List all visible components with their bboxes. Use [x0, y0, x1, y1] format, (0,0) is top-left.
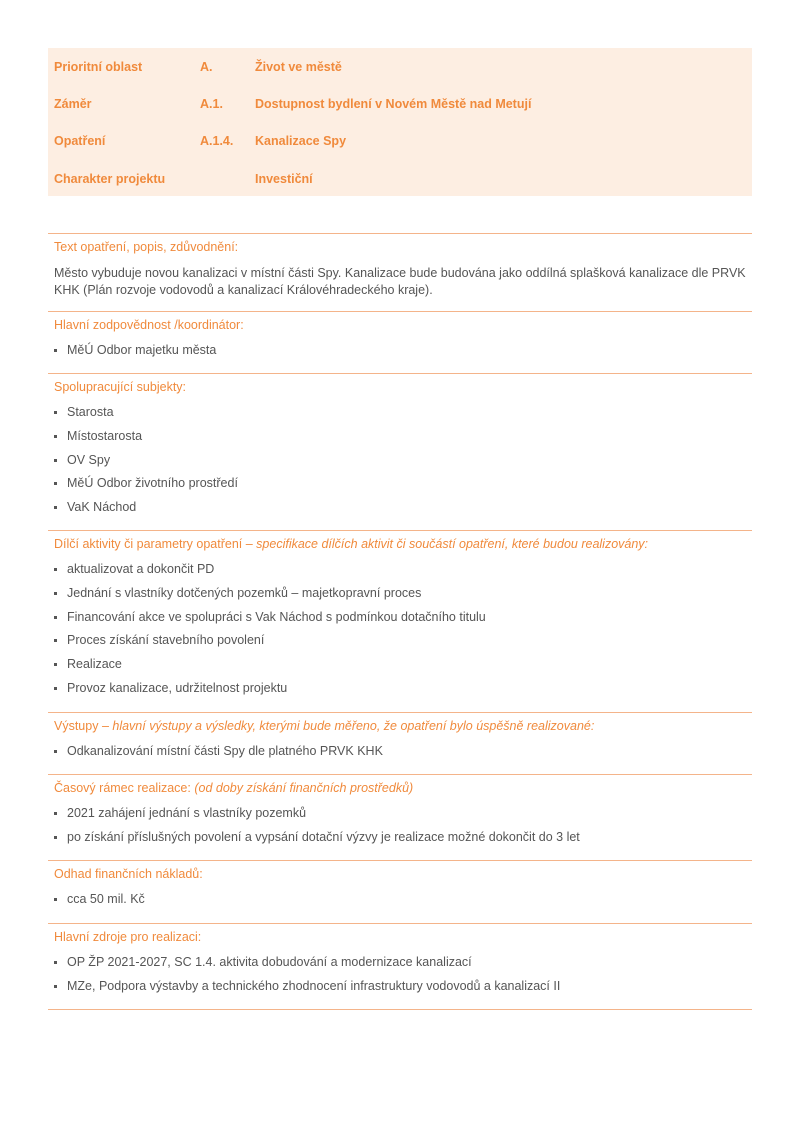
section-body: Město vybuduje novou kanalizaci v místní části Spy. Kanalizace bude budována jako oddílná splašková kanalizace dle PRVK KHK (Plán rozvoje vodovodů a kanalizací Královéhradeckého kraje).: [54, 266, 746, 297]
header-value: Kanalizace Spy: [255, 134, 347, 148]
list-item: Financování akce ve spolupráci s Vak Náchod s podmínkou dotačního titulu: [54, 610, 486, 634]
section-description: [48, 233, 752, 312]
section-title: Hlavní zodpovědnost /koordinátor:: [54, 318, 244, 332]
section-responsibility: [48, 311, 752, 374]
header-code: A.1.4.: [200, 134, 234, 148]
bullet-list: [54, 562, 486, 705]
list-item: Realizace: [54, 657, 486, 681]
header-value: Investiční: [255, 172, 313, 186]
header-label: Prioritní oblast: [54, 60, 143, 74]
bullet-list: [54, 744, 383, 768]
section-title: Hlavní zdroje pro realizaci:: [54, 930, 202, 944]
list-item: Jednání s vlastníky dotčených pozemků – majetkopravní proces: [54, 586, 486, 610]
section-timeframe: [48, 774, 752, 861]
bullet-list: [54, 343, 216, 367]
list-item: Starosta: [54, 405, 238, 429]
bullet-list: [54, 955, 560, 1003]
list-item: OV Spy: [54, 453, 238, 477]
list-item: cca 50 mil. Kč: [54, 892, 145, 916]
section-title-main: Dílčí aktivity či parametry opatření: [54, 537, 243, 551]
list-item: Proces získání stavebního povolení: [54, 633, 486, 657]
header-label: Charakter projektu: [54, 172, 166, 186]
section-title-main: Výstupy: [54, 719, 99, 733]
section-title: [54, 537, 648, 551]
section-title: [54, 781, 413, 795]
header-row-intent: [48, 97, 752, 117]
header-label: Záměr: [54, 97, 92, 111]
header-row-measure: [48, 134, 752, 154]
list-item: OP ŽP 2021-2027, SC 1.4. aktivita dobudování a modernizace kanalizací: [54, 955, 560, 979]
section-partners: [48, 373, 752, 531]
header-code: A.1.: [200, 97, 223, 111]
list-item: 2021 zahájení jednání s vlastníky pozemků: [54, 806, 580, 830]
section-title-note: (od doby získání finančních prostředků): [194, 781, 414, 795]
list-item: Provoz kanalizace, udržitelnost projektu: [54, 681, 486, 705]
list-item: Odkanalizování místní části Spy dle platného PRVK KHK: [54, 744, 383, 768]
header-code: A.: [200, 60, 213, 74]
header-row-priority: [48, 60, 752, 80]
header-value: Život ve městě: [255, 60, 342, 74]
section-activities: [48, 530, 752, 713]
list-item: aktualizovat a dokončit PD: [54, 562, 486, 586]
bullet-list: [54, 892, 145, 916]
list-item: po získání příslušných povolení a vypsání dotační výzvy je realizace možné dokončit do 3 let: [54, 830, 580, 854]
list-item: MěÚ Odbor životního prostředí: [54, 476, 238, 500]
section-outputs: [48, 712, 752, 775]
bullet-list: [54, 405, 238, 524]
section-title-note: – hlavní výstupy a výsledky, kterými bude měřeno, že opatření bylo úspěšně realizované:: [98, 719, 595, 733]
header-label: Opatření: [54, 134, 106, 148]
section-title-note: – specifikace dílčích aktivit či součástí opatření, které budou realizovány:: [242, 537, 649, 551]
section-title: [54, 719, 594, 733]
section-title-main: Časový rámec realizace:: [54, 781, 195, 795]
bottom-divider: [48, 1009, 752, 1010]
list-item: Místostarosta: [54, 429, 238, 453]
list-item: VaK Náchod: [54, 500, 238, 524]
list-item: MěÚ Odbor majetku města: [54, 343, 216, 367]
section-title: Spolupracující subjekty:: [54, 380, 187, 394]
list-item: MZe, Podpora výstavby a technického zhodnocení infrastruktury vodovodů a kanalizací II: [54, 979, 560, 1003]
bullet-list: [54, 806, 580, 854]
section-title: Text opatření, popis, zdůvodnění:: [54, 240, 239, 254]
section-costs: [48, 860, 752, 924]
section-title: Odhad finančních nákladů:: [54, 867, 203, 881]
header-row-character: [48, 172, 752, 192]
header-value: Dostupnost bydlení v Novém Městě nad Metují: [255, 97, 532, 111]
project-header-table: [48, 48, 752, 196]
section-sources: [48, 923, 752, 1010]
